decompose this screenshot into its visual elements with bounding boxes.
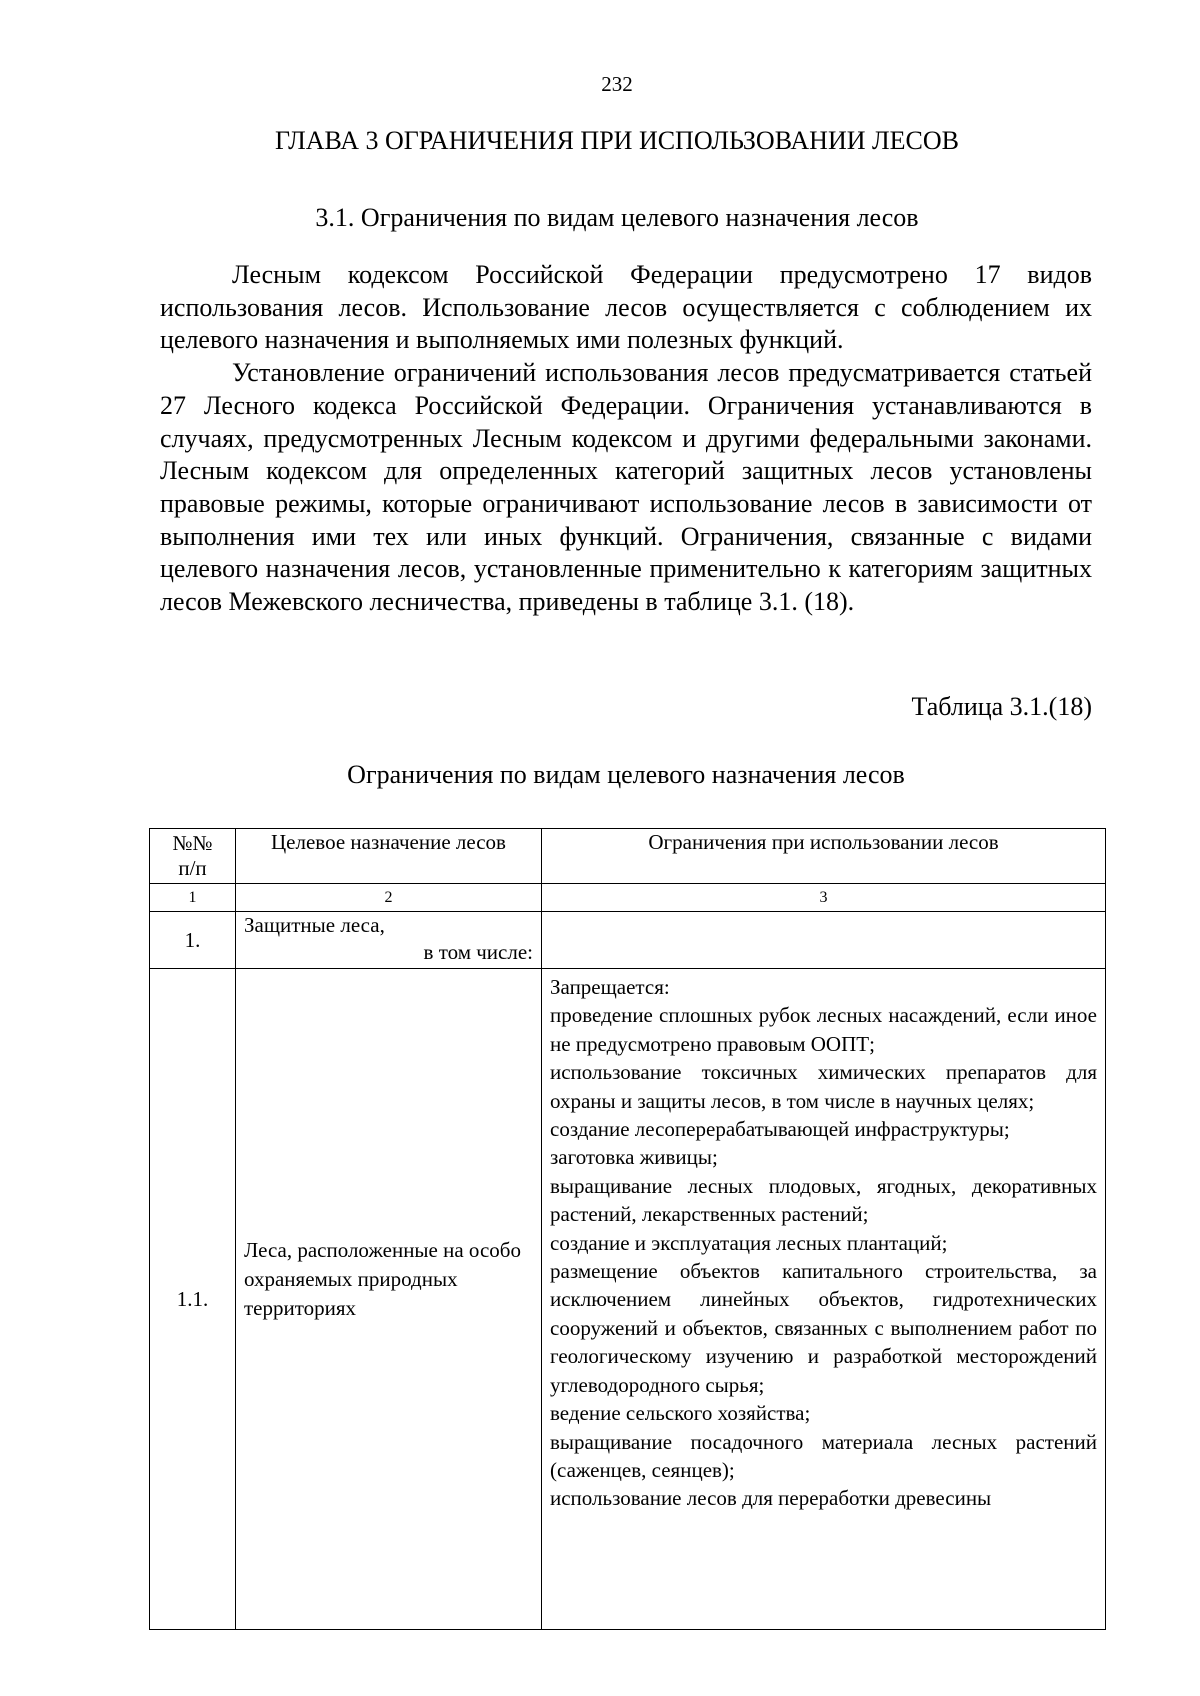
limits-item: проведение сплошных рубок лесных насаждений, если иное не предусмотрено правовым ООПТ;: [550, 1003, 1097, 1056]
purpose-cell: [236, 912, 542, 969]
header-limits-cell: Ограничения при использовании лесов: [542, 829, 1106, 884]
section-title: 3.1. Ограничения по видам целевого назначения лесов: [315, 203, 919, 232]
limits-item: создание и эксплуатация лесных плантаций;: [550, 1230, 948, 1255]
table-row: [150, 969, 1106, 1630]
column-index-row: [150, 884, 1106, 912]
column-index-cell: 1: [150, 884, 236, 912]
header-num-line2: п/п: [178, 856, 207, 880]
purpose-line: в том числе:: [423, 940, 533, 964]
limits-item: размещение объектов капитального строительства, за исключением линейных объектов, гидротехнических сооружений и объектов, связанных с выполнением работ по геологическому изучению и разработкой месторождений углеводородного сырья;: [550, 1259, 1097, 1397]
row-num-cell: 1.1.: [150, 969, 236, 1630]
chapter-title: ГЛАВА 3 ОГРАНИЧЕНИЯ ПРИ ИСПОЛЬЗОВАНИИ ЛЕСОВ: [275, 126, 959, 155]
body-text: [160, 259, 1092, 619]
limits-item: заготовка живицы;: [550, 1145, 718, 1170]
table-header-row: [150, 829, 1106, 884]
limits-item: выращивание посадочного материала лесных растений (саженцев, сеянцев);: [550, 1429, 1097, 1482]
limits-cell: [542, 969, 1106, 1630]
purpose-cell: Леса, расположенные на особо охраняемых природных территориях: [236, 969, 542, 1630]
header-num-cell: [150, 829, 236, 884]
limits-item: использование токсичных химических препаратов для охраны и защиты лесов, в том числе в научных целях;: [550, 1060, 1097, 1113]
row-num-cell: 1.: [150, 912, 236, 969]
limits-item: использование лесов для переработки древесины: [550, 1486, 992, 1511]
paragraph: Установление ограничений использования лесов предусматривается статьей 27 Лесного кодекса Российской Федерации. Ограничения устанавливаются в случаях, предусмотренных Лесным кодексом и другими федеральными законами. Лесным кодексом для определенных категорий защитных лесов установлены правовые режимы, которые ограничивают использование лесов в зависимости от выполнения ими тех или иных функций. Ограничения, связанные с видами целевого назначения лесов, установленные применительно к категориям защитных лесов Межевского лесничества, приведены в таблице 3.1. (18).: [160, 358, 1092, 617]
header-purpose-cell: Целевое назначение лесов: [236, 829, 542, 884]
column-index-cell: 2: [236, 884, 542, 912]
limits-cell: [542, 912, 1106, 969]
limits-table: [149, 828, 1106, 1630]
header-num-line1: №№: [172, 831, 213, 855]
page-number: 232: [601, 72, 633, 96]
limits-item: выращивание лесных плодовых, ягодных, декоративных растений, лекарственных растений;: [550, 1173, 1097, 1227]
column-index-cell: 3: [542, 884, 1106, 912]
limits-item: создание лесоперерабатывающей инфраструктуры;: [550, 1117, 1010, 1142]
limits-item: ведение сельского хозяйства;: [550, 1401, 811, 1426]
table-label: Таблица 3.1.(18): [911, 692, 1092, 721]
table-caption: Ограничения по видам целевого назначения лесов: [347, 760, 905, 789]
purpose-line: Защитные леса,: [244, 913, 385, 937]
limits-intro: Запрещается:: [550, 975, 670, 999]
table-row: [150, 912, 1106, 969]
paragraph: Лесным кодексом Российской Федерации предусмотрено 17 видов использования лесов. Использование лесов осуществляется с соблюдением их целевого назначения и выполняемых ими полезных функций.: [160, 260, 1092, 355]
